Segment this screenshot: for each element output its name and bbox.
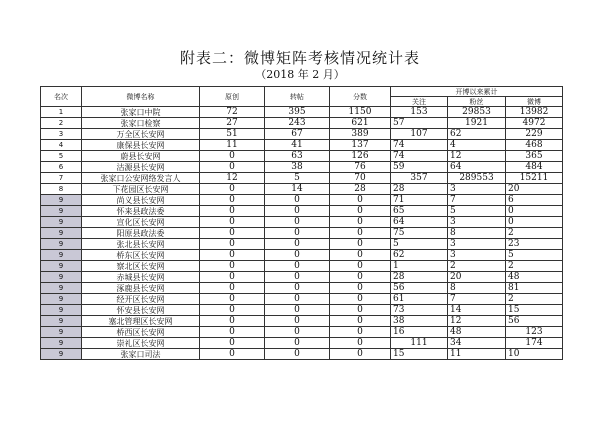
- header-score: 分数: [330, 87, 391, 107]
- score-cell: 0: [330, 305, 391, 316]
- original-cell: 27: [200, 118, 265, 129]
- repost-cell: 395: [265, 107, 330, 118]
- repost-cell: 243: [265, 118, 330, 129]
- repost-cell: 67: [265, 129, 330, 140]
- fans-cell: 11: [448, 349, 506, 360]
- table-row: [41, 327, 563, 338]
- fans-cell: 7: [448, 294, 506, 305]
- rank-cell: 8: [41, 184, 82, 195]
- rank-cell: 9: [41, 228, 82, 239]
- weibo-cell: 2: [506, 228, 563, 239]
- table-row: [41, 129, 563, 140]
- fans-cell: 4: [448, 140, 506, 151]
- repost-cell: 0: [265, 327, 330, 338]
- table-row: [41, 217, 563, 228]
- header-rank: 名次: [41, 87, 82, 107]
- follow-cell: 15: [391, 349, 448, 360]
- follow-cell: 28: [391, 184, 448, 195]
- table-row: [41, 239, 563, 250]
- fans-cell: 34: [448, 338, 506, 349]
- fans-cell: 20: [448, 272, 506, 283]
- name-cell: 经开区长安网: [82, 294, 200, 305]
- table-row: [41, 173, 563, 184]
- repost-cell: 0: [265, 316, 330, 327]
- weibo-cell: 56: [506, 316, 563, 327]
- repost-cell: 0: [265, 250, 330, 261]
- name-cell: 涿鹿县长安网: [82, 283, 200, 294]
- score-cell: 389: [330, 129, 391, 140]
- table-row: [41, 118, 563, 129]
- follow-cell: 56: [391, 283, 448, 294]
- original-cell: 0: [200, 250, 265, 261]
- rank-cell: 9: [41, 316, 82, 327]
- score-cell: 137: [330, 140, 391, 151]
- follow-cell: 59: [391, 162, 448, 173]
- repost-cell: 63: [265, 151, 330, 162]
- fans-cell: 3: [448, 250, 506, 261]
- score-cell: 70: [330, 173, 391, 184]
- name-cell: 万全区长安网: [82, 129, 200, 140]
- follow-cell: 65: [391, 206, 448, 217]
- header-fans: 粉丝: [448, 97, 506, 107]
- rank-cell: 9: [41, 327, 82, 338]
- table-row: [41, 316, 563, 327]
- weibo-cell: 468: [506, 140, 563, 151]
- weibo-cell: 20: [506, 184, 563, 195]
- follow-cell: 1: [391, 261, 448, 272]
- repost-cell: 5: [265, 173, 330, 184]
- name-cell: 沽源县长安网: [82, 162, 200, 173]
- fans-cell: 62: [448, 129, 506, 140]
- original-cell: 0: [200, 338, 265, 349]
- original-cell: 12: [200, 173, 265, 184]
- rank-cell: 1: [41, 107, 82, 118]
- weibo-cell: 15: [506, 305, 563, 316]
- name-cell: 张北县长安网: [82, 239, 200, 250]
- table-row: [41, 195, 563, 206]
- follow-cell: 16: [391, 327, 448, 338]
- repost-cell: 0: [265, 206, 330, 217]
- follow-cell: 357: [391, 173, 448, 184]
- repost-cell: 0: [265, 294, 330, 305]
- follow-cell: 73: [391, 305, 448, 316]
- fans-cell: 8: [448, 283, 506, 294]
- weibo-cell: 5: [506, 250, 563, 261]
- weibo-cell: 123: [506, 327, 563, 338]
- repost-cell: 38: [265, 162, 330, 173]
- fans-cell: 1921: [448, 118, 506, 129]
- weibo-cell: 365: [506, 151, 563, 162]
- repost-cell: 41: [265, 140, 330, 151]
- rank-cell: 5: [41, 151, 82, 162]
- header-group-cumulative: 开博以来累计: [391, 87, 563, 97]
- name-cell: 尚义县长安网: [82, 195, 200, 206]
- original-cell: 51: [200, 129, 265, 140]
- follow-cell: 62: [391, 250, 448, 261]
- score-cell: 0: [330, 239, 391, 250]
- name-cell: 下花园区长安网: [82, 184, 200, 195]
- score-cell: 0: [330, 338, 391, 349]
- original-cell: 0: [200, 327, 265, 338]
- rank-cell: 9: [41, 250, 82, 261]
- original-cell: 0: [200, 184, 265, 195]
- fans-cell: 7: [448, 195, 506, 206]
- original-cell: 0: [200, 239, 265, 250]
- fans-cell: 2: [448, 261, 506, 272]
- original-cell: 72: [200, 107, 265, 118]
- fans-cell: 64: [448, 162, 506, 173]
- rank-cell: 9: [41, 283, 82, 294]
- table-row: [41, 206, 563, 217]
- name-cell: 桥东区长安网: [82, 250, 200, 261]
- follow-cell: 107: [391, 129, 448, 140]
- score-cell: 0: [330, 283, 391, 294]
- fans-cell: 289553: [448, 173, 506, 184]
- repost-cell: 0: [265, 239, 330, 250]
- table-row: [41, 283, 563, 294]
- original-cell: 0: [200, 349, 265, 360]
- original-cell: 0: [200, 228, 265, 239]
- weibo-cell: 81: [506, 283, 563, 294]
- page-title: 附表二：微博矩阵考核情况统计表: [179, 49, 420, 67]
- name-cell: 阳原县政法委: [82, 228, 200, 239]
- score-cell: 0: [330, 228, 391, 239]
- follow-cell: 57: [391, 118, 448, 129]
- repost-cell: 0: [265, 261, 330, 272]
- repost-cell: 14: [265, 184, 330, 195]
- original-cell: 0: [200, 316, 265, 327]
- weibo-cell: 6: [506, 195, 563, 206]
- rank-cell: 9: [41, 261, 82, 272]
- table-row: [41, 140, 563, 151]
- follow-cell: 153: [391, 107, 448, 118]
- repost-cell: 0: [265, 283, 330, 294]
- rank-cell: 3: [41, 129, 82, 140]
- follow-cell: 64: [391, 217, 448, 228]
- original-cell: 0: [200, 206, 265, 217]
- score-cell: 0: [330, 349, 391, 360]
- table-row: [41, 250, 563, 261]
- original-cell: 0: [200, 294, 265, 305]
- rank-cell: 9: [41, 217, 82, 228]
- score-cell: 0: [330, 217, 391, 228]
- name-cell: 赤城县长安网: [82, 272, 200, 283]
- rank-cell: 6: [41, 162, 82, 173]
- weibo-cell: 13982: [506, 107, 563, 118]
- original-cell: 0: [200, 162, 265, 173]
- score-cell: 1150: [330, 107, 391, 118]
- table-row: [41, 184, 563, 195]
- name-cell: 张家口司法: [82, 349, 200, 360]
- fans-cell: 12: [448, 316, 506, 327]
- weibo-cell: 0: [506, 217, 563, 228]
- weibo-cell: 48: [506, 272, 563, 283]
- rank-cell: 9: [41, 206, 82, 217]
- follow-cell: 28: [391, 272, 448, 283]
- header-weibo: 微博: [506, 97, 563, 107]
- original-cell: 0: [200, 261, 265, 272]
- rank-cell: 9: [41, 305, 82, 316]
- table-row: [41, 338, 563, 349]
- rank-cell: 4: [41, 140, 82, 151]
- rank-cell: 9: [41, 195, 82, 206]
- fans-cell: 12: [448, 151, 506, 162]
- name-cell: 张家口检察: [82, 118, 200, 129]
- name-cell: 察北区长安网: [82, 261, 200, 272]
- follow-cell: 5: [391, 239, 448, 250]
- name-cell: 张家口公安网络发言人: [82, 173, 200, 184]
- rank-cell: 9: [41, 338, 82, 349]
- weibo-cell: 4972: [506, 118, 563, 129]
- fans-cell: 3: [448, 184, 506, 195]
- original-cell: 0: [200, 283, 265, 294]
- fans-cell: 3: [448, 239, 506, 250]
- follow-cell: 38: [391, 316, 448, 327]
- rank-cell: 7: [41, 173, 82, 184]
- table-row: [41, 162, 563, 173]
- original-cell: 0: [200, 305, 265, 316]
- page-subtitle: （2018 年 2 月）: [255, 68, 345, 81]
- table-row: [41, 228, 563, 239]
- table-row: [41, 305, 563, 316]
- rank-cell: 9: [41, 239, 82, 250]
- repost-cell: 0: [265, 272, 330, 283]
- repost-cell: 0: [265, 217, 330, 228]
- original-cell: 0: [200, 217, 265, 228]
- table-row: [41, 272, 563, 283]
- header-follow: 关注: [391, 97, 448, 107]
- rank-cell: 9: [41, 294, 82, 305]
- score-cell: 28: [330, 184, 391, 195]
- score-cell: 76: [330, 162, 391, 173]
- score-cell: 0: [330, 327, 391, 338]
- follow-cell: 75: [391, 228, 448, 239]
- fans-cell: 8: [448, 228, 506, 239]
- table-row: [41, 261, 563, 272]
- score-cell: 0: [330, 206, 391, 217]
- header-original: 原创: [200, 87, 265, 107]
- rank-cell: 9: [41, 272, 82, 283]
- name-cell: 张家口中院: [82, 107, 200, 118]
- score-cell: 0: [330, 272, 391, 283]
- repost-cell: 0: [265, 349, 330, 360]
- follow-cell: 74: [391, 151, 448, 162]
- header-name: 微博名称: [82, 87, 200, 107]
- name-cell: 怀来县政法委: [82, 206, 200, 217]
- table-row: [41, 349, 563, 360]
- original-cell: 11: [200, 140, 265, 151]
- fans-cell: 5: [448, 206, 506, 217]
- score-cell: 0: [330, 261, 391, 272]
- weibo-cell: 10: [506, 349, 563, 360]
- weibo-cell: 23: [506, 239, 563, 250]
- repost-cell: 0: [265, 228, 330, 239]
- name-cell: 塞北管理区长安网: [82, 316, 200, 327]
- follow-cell: 74: [391, 140, 448, 151]
- table-row: [41, 294, 563, 305]
- rank-cell: 9: [41, 349, 82, 360]
- table-row: [41, 151, 563, 162]
- repost-cell: 0: [265, 195, 330, 206]
- fans-cell: 14: [448, 305, 506, 316]
- original-cell: 0: [200, 195, 265, 206]
- score-cell: 0: [330, 316, 391, 327]
- name-cell: 崇礼区长安网: [82, 338, 200, 349]
- score-cell: 621: [330, 118, 391, 129]
- score-cell: 0: [330, 294, 391, 305]
- header-repost: 转帖: [265, 87, 330, 107]
- original-cell: 0: [200, 272, 265, 283]
- score-cell: 126: [330, 151, 391, 162]
- name-cell: 桥西区长安网: [82, 327, 200, 338]
- weibo-cell: 174: [506, 338, 563, 349]
- name-cell: 宣化区长安网: [82, 217, 200, 228]
- follow-cell: 71: [391, 195, 448, 206]
- name-cell: 康保县长安网: [82, 140, 200, 151]
- fans-cell: 29853: [448, 107, 506, 118]
- original-cell: 0: [200, 151, 265, 162]
- weibo-cell: 484: [506, 162, 563, 173]
- rank-cell: 2: [41, 118, 82, 129]
- follow-cell: 111: [391, 338, 448, 349]
- name-cell: 蔚县长安网: [82, 151, 200, 162]
- fans-cell: 48: [448, 327, 506, 338]
- stats-table: [40, 86, 563, 360]
- repost-cell: 0: [265, 338, 330, 349]
- score-cell: 0: [330, 250, 391, 261]
- follow-cell: 61: [391, 294, 448, 305]
- name-cell: 怀安县长安网: [82, 305, 200, 316]
- repost-cell: 0: [265, 305, 330, 316]
- weibo-cell: 229: [506, 129, 563, 140]
- score-cell: 0: [330, 195, 391, 206]
- weibo-cell: 2: [506, 294, 563, 305]
- fans-cell: 3: [448, 217, 506, 228]
- weibo-cell: 15211: [506, 173, 563, 184]
- table-row: [41, 107, 563, 118]
- weibo-cell: 2: [506, 261, 563, 272]
- weibo-cell: 0: [506, 206, 563, 217]
